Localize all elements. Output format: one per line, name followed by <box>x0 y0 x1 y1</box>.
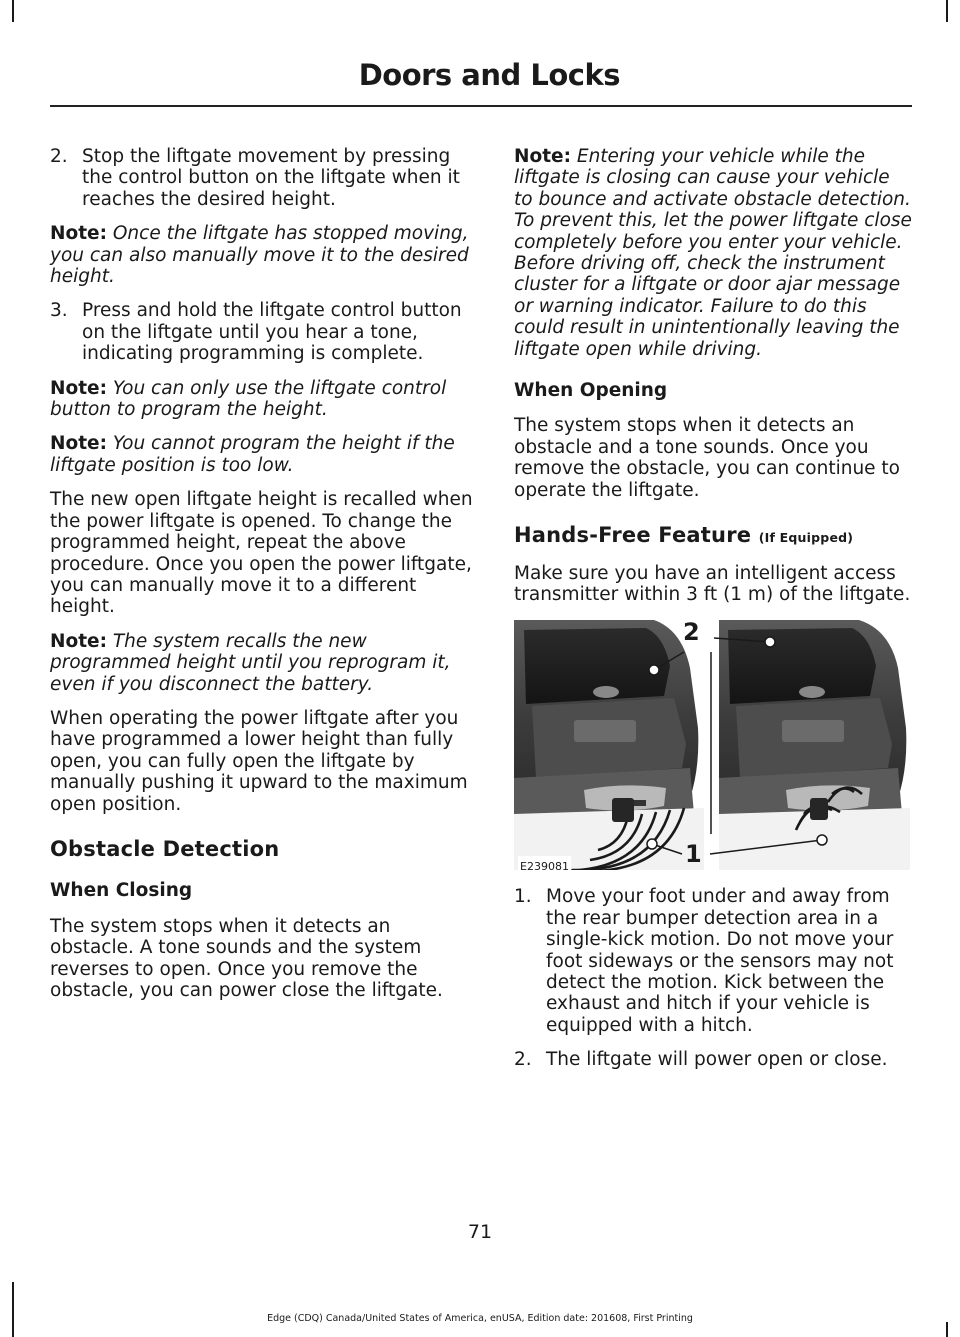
page-title: Doors and Locks <box>358 58 620 92</box>
right-vehicle-panel <box>719 618 910 870</box>
page-number: 71 <box>467 1221 493 1243</box>
note <box>50 378 475 421</box>
note-text: You cannot program the height if the liftgate position is too low. <box>50 433 455 476</box>
subheading-when-closing: When Closing <box>50 880 193 902</box>
if-equipped-label: (If Equipped) <box>758 530 854 546</box>
step-number: 3. <box>50 300 68 322</box>
header-divider <box>50 105 912 107</box>
step-number: 2. <box>50 146 68 167</box>
crop-mark-bottom-right <box>946 1322 948 1337</box>
callout-2: 2 <box>683 618 700 647</box>
note <box>514 146 914 360</box>
note <box>50 631 475 695</box>
note-label: Note: <box>514 146 571 167</box>
note-label: Note: <box>50 630 107 652</box>
subheading-when-opening: When Opening <box>514 380 668 402</box>
paragraph: The system stops when it detects an obstacle and a tone sounds. Once you remove the obstacle, you can continue to operate the liftgate. <box>514 415 900 501</box>
section-heading-hands-free <box>514 525 914 548</box>
note-text: Entering your vehicle while the liftgate is closing can cause your vehicle to bounce and activate obstacle detection. To prevent this, let the power liftgate close completely before you enter your vehicle. Before driving off, check the instrument cluster for a liftgate or door ajar message or warning indicator. Failure to do this could result in unintentionally leaving the liftgate open while driving. <box>514 146 912 360</box>
hands-free-step-1 <box>514 886 914 1036</box>
note-label: Note: <box>50 433 107 455</box>
right-column <box>514 146 914 1084</box>
note-text: Once the liftgate has stopped moving, you can also manually move it to the desired height. <box>50 223 469 288</box>
crop-mark-top-right <box>946 0 948 22</box>
note-label: Note: <box>50 377 107 399</box>
left-vehicle-panel <box>514 618 704 870</box>
note <box>50 433 475 476</box>
paragraph: When operating the power liftgate after you have programmed a lower height than fully open, you can fully open the liftgate by manually pushing it upward to the maximum open position. <box>50 707 468 815</box>
heading-text: Hands-Free Feature <box>514 523 752 548</box>
paragraph: Make sure you have an intelligent access transmitter within 3 ft (1 m) of the liftgate. <box>514 562 911 605</box>
hands-free-liftgate-illustration <box>514 618 910 874</box>
step-text: The liftgate will power open or close. <box>546 1049 888 1071</box>
figure-code: E239081 <box>518 856 571 877</box>
step-text: Move your foot under and away from the rear bumper detection area in a single-kick motion. Do not move your foot sideways or the sensors may not detect the motion. Kick between the exhaust and hitch if your vehicle is equipped with a hitch. <box>546 886 894 1036</box>
hands-free-step-2 <box>514 1049 914 1070</box>
paragraph: The new open liftgate height is recalled when the power liftgate is opened. To change the programmed height, repeat the above procedure. Once you open the power liftgate, you can manually move it to a different height. <box>50 489 473 618</box>
crop-mark-bottom-left <box>12 1282 14 1337</box>
note-label: Note: <box>50 223 107 245</box>
edition-info: Edge (CDQ) Canada/United States of America, enUSA, Edition date: 201608, First Printing <box>267 1313 693 1324</box>
step-number: 1. <box>514 886 532 908</box>
step-3 <box>50 300 475 364</box>
note <box>50 223 475 287</box>
step-2 <box>50 146 475 210</box>
section-heading-obstacle-detection: Obstacle Detection <box>50 836 280 861</box>
paragraph: The system stops when it detects an obstacle. A tone sounds and the system reverses to open. Once you remove the obstacle, you can power close the liftgate. <box>50 915 443 1001</box>
step-text: Stop the liftgate movement by pressing the control button on the liftgate when it reaches the desired height. <box>82 146 460 210</box>
crop-mark-top-left <box>12 0 14 22</box>
step-text: Press and hold the liftgate control button on the liftgate until you hear a tone, indicating programming is complete. <box>82 300 462 365</box>
vehicle-rear-illustration <box>514 618 910 870</box>
step-number: 2. <box>514 1049 532 1071</box>
left-column <box>50 146 475 1014</box>
note-text: You can only use the liftgate control button to program the height. <box>50 377 447 421</box>
callout-1: 1 <box>685 840 702 869</box>
note-text: The system recalls the new programmed height until you reprogram it, even if you disconnect the battery. <box>50 630 451 695</box>
